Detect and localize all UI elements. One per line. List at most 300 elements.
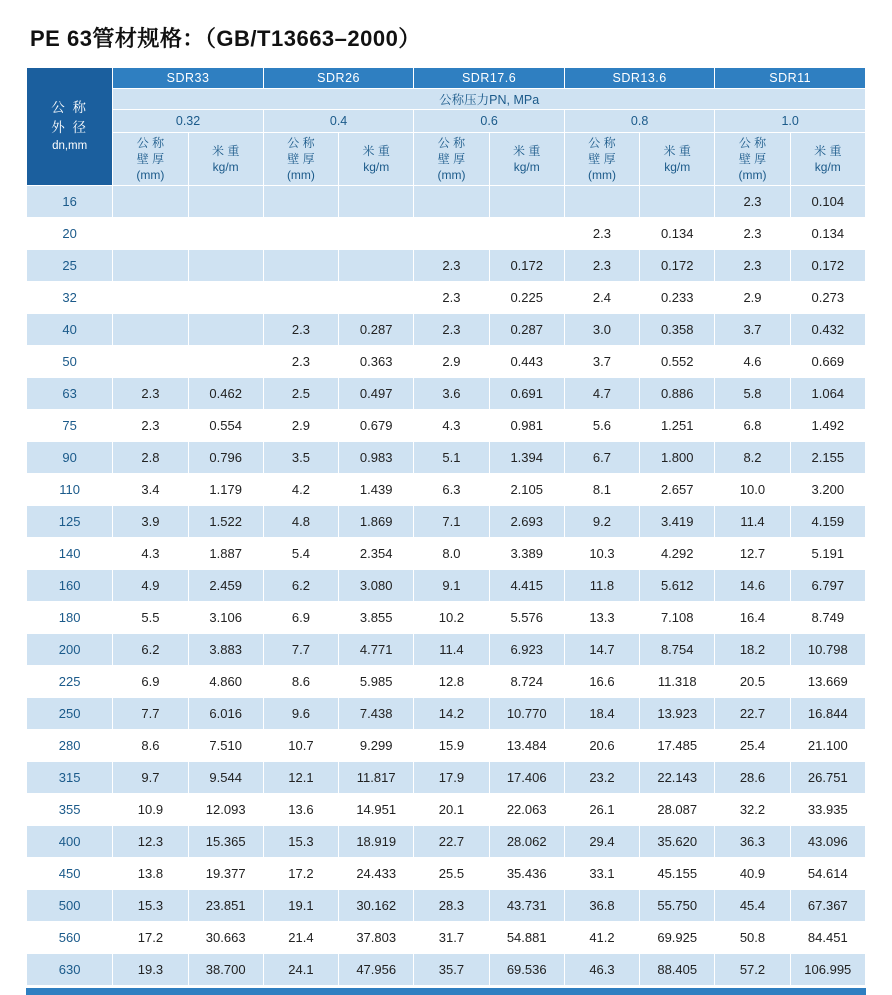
wall-l2: 壁 厚 xyxy=(738,151,767,166)
cell-weight-2: 3.389 xyxy=(489,538,564,570)
table-row xyxy=(27,634,866,666)
wall-l3: (mm) xyxy=(437,168,466,183)
cell-weight-0: 23.851 xyxy=(188,890,263,922)
cell-weight-0: 3.106 xyxy=(188,602,263,634)
cell-wall-3: 13.3 xyxy=(564,602,639,634)
bottom-rule xyxy=(26,988,866,995)
cell-weight-4: 1.492 xyxy=(790,410,865,442)
cell-wall-3: 2.3 xyxy=(564,218,639,250)
table-row xyxy=(27,602,866,634)
cell-wall-0 xyxy=(113,218,188,250)
cell-wall-1: 17.2 xyxy=(263,858,338,890)
cell-dn: 90 xyxy=(27,442,113,474)
cell-weight-3: 0.172 xyxy=(640,250,715,282)
header-weight-4 xyxy=(790,133,865,186)
cell-weight-1: 2.354 xyxy=(339,538,414,570)
cell-weight-1: 9.299 xyxy=(339,730,414,762)
cell-weight-2: 28.062 xyxy=(489,826,564,858)
cell-wall-0: 13.8 xyxy=(113,858,188,890)
cell-weight-1: 47.956 xyxy=(339,954,414,986)
cell-wall-0 xyxy=(113,314,188,346)
header-wall-4 xyxy=(715,133,790,186)
cell-weight-4: 0.669 xyxy=(790,346,865,378)
header-row-subcolumns xyxy=(27,133,866,186)
cell-weight-4: 2.155 xyxy=(790,442,865,474)
cell-weight-3: 22.143 xyxy=(640,762,715,794)
cell-weight-2: 0.172 xyxy=(489,250,564,282)
cell-wall-3: 46.3 xyxy=(564,954,639,986)
cell-weight-0: 2.459 xyxy=(188,570,263,602)
table-row xyxy=(27,346,866,378)
cell-wall-2: 17.9 xyxy=(414,762,489,794)
weight-l2: kg/m xyxy=(814,160,841,174)
cell-wall-0: 6.2 xyxy=(113,634,188,666)
header-pn-3: 0.8 xyxy=(564,110,715,133)
cell-wall-1: 5.4 xyxy=(263,538,338,570)
cell-dn: 75 xyxy=(27,410,113,442)
cell-wall-4: 22.7 xyxy=(715,698,790,730)
cell-wall-1 xyxy=(263,186,338,218)
header-sdr-4: SDR11 xyxy=(715,68,866,89)
weight-l2: kg/m xyxy=(664,160,691,174)
cell-weight-2: 10.770 xyxy=(489,698,564,730)
cell-weight-3: 28.087 xyxy=(640,794,715,826)
cell-wall-1: 2.9 xyxy=(263,410,338,442)
wall-l1: 公 称 xyxy=(437,135,466,150)
cell-wall-1: 2.5 xyxy=(263,378,338,410)
cell-wall-1: 24.1 xyxy=(263,954,338,986)
header-row-sdr xyxy=(27,68,866,89)
cell-wall-1 xyxy=(263,282,338,314)
wall-l3: (mm) xyxy=(136,168,165,183)
cell-wall-2: 14.2 xyxy=(414,698,489,730)
cell-weight-4: 16.844 xyxy=(790,698,865,730)
cell-weight-4: 5.191 xyxy=(790,538,865,570)
cell-dn: 32 xyxy=(27,282,113,314)
header-wall-0 xyxy=(113,133,188,186)
cell-wall-0: 9.7 xyxy=(113,762,188,794)
cell-wall-2: 2.3 xyxy=(414,250,489,282)
cell-weight-2: 13.484 xyxy=(489,730,564,762)
cell-weight-3: 0.233 xyxy=(640,282,715,314)
cell-wall-2: 2.3 xyxy=(414,314,489,346)
cell-wall-2: 8.0 xyxy=(414,538,489,570)
cell-dn: 63 xyxy=(27,378,113,410)
cell-wall-1: 12.1 xyxy=(263,762,338,794)
cell-wall-1: 13.6 xyxy=(263,794,338,826)
wall-l1: 公 称 xyxy=(287,135,315,150)
cell-wall-0: 12.3 xyxy=(113,826,188,858)
cell-weight-0: 12.093 xyxy=(188,794,263,826)
cell-wall-2: 11.4 xyxy=(414,634,489,666)
cell-weight-1: 1.439 xyxy=(339,474,414,506)
cell-weight-3: 8.754 xyxy=(640,634,715,666)
cell-weight-2 xyxy=(489,218,564,250)
cell-weight-1: 4.771 xyxy=(339,634,414,666)
header-wall-1 xyxy=(263,133,338,186)
cell-weight-1: 0.287 xyxy=(339,314,414,346)
table-row xyxy=(27,474,866,506)
header-row-pressure-label xyxy=(27,89,866,110)
cell-weight-2: 54.881 xyxy=(489,922,564,954)
cell-weight-2: 0.981 xyxy=(489,410,564,442)
cell-weight-1: 24.433 xyxy=(339,858,414,890)
cell-wall-0: 4.9 xyxy=(113,570,188,602)
weight-l1: 米 重 xyxy=(362,143,390,158)
cell-weight-0: 1.522 xyxy=(188,506,263,538)
cell-wall-3: 16.6 xyxy=(564,666,639,698)
cell-weight-1: 0.363 xyxy=(339,346,414,378)
cell-dn: 315 xyxy=(27,762,113,794)
weight-l1: 米 重 xyxy=(513,143,541,158)
cell-dn: 160 xyxy=(27,570,113,602)
cell-wall-0 xyxy=(113,250,188,282)
table-row xyxy=(27,250,866,282)
cell-wall-3: 6.7 xyxy=(564,442,639,474)
table-row xyxy=(27,922,866,954)
cell-weight-4: 1.064 xyxy=(790,378,865,410)
table-row xyxy=(27,826,866,858)
cell-wall-0 xyxy=(113,346,188,378)
cell-weight-4: 0.134 xyxy=(790,218,865,250)
cell-wall-3: 10.3 xyxy=(564,538,639,570)
header-sdr-3: SDR13.6 xyxy=(564,68,715,89)
cell-weight-4: 0.104 xyxy=(790,186,865,218)
corner-line1: 公 称 xyxy=(51,99,89,115)
cell-weight-0: 1.887 xyxy=(188,538,263,570)
cell-wall-3: 11.8 xyxy=(564,570,639,602)
cell-wall-2: 3.6 xyxy=(414,378,489,410)
cell-weight-0: 0.554 xyxy=(188,410,263,442)
cell-weight-0: 6.016 xyxy=(188,698,263,730)
cell-wall-3: 23.2 xyxy=(564,762,639,794)
cell-dn: 280 xyxy=(27,730,113,762)
cell-wall-4: 14.6 xyxy=(715,570,790,602)
cell-weight-2: 2.105 xyxy=(489,474,564,506)
cell-weight-3: 1.800 xyxy=(640,442,715,474)
cell-weight-2 xyxy=(489,186,564,218)
cell-dn: 400 xyxy=(27,826,113,858)
cell-dn: 450 xyxy=(27,858,113,890)
cell-weight-2: 17.406 xyxy=(489,762,564,794)
cell-wall-0: 10.9 xyxy=(113,794,188,826)
header-sdr-2: SDR17.6 xyxy=(414,68,565,89)
cell-wall-1: 10.7 xyxy=(263,730,338,762)
cell-wall-1: 3.5 xyxy=(263,442,338,474)
cell-weight-3: 17.485 xyxy=(640,730,715,762)
cell-wall-4: 57.2 xyxy=(715,954,790,986)
cell-weight-1: 0.983 xyxy=(339,442,414,474)
cell-wall-2: 9.1 xyxy=(414,570,489,602)
table-row xyxy=(27,186,866,218)
cell-dn: 225 xyxy=(27,666,113,698)
cell-wall-4: 3.7 xyxy=(715,314,790,346)
cell-wall-0: 2.3 xyxy=(113,378,188,410)
cell-wall-1: 8.6 xyxy=(263,666,338,698)
cell-dn: 50 xyxy=(27,346,113,378)
cell-dn: 560 xyxy=(27,922,113,954)
cell-weight-3: 2.657 xyxy=(640,474,715,506)
cell-wall-4: 10.0 xyxy=(715,474,790,506)
table-row xyxy=(27,410,866,442)
cell-weight-0: 4.860 xyxy=(188,666,263,698)
cell-wall-3: 18.4 xyxy=(564,698,639,730)
cell-wall-0: 3.9 xyxy=(113,506,188,538)
cell-dn: 500 xyxy=(27,890,113,922)
cell-weight-2: 8.724 xyxy=(489,666,564,698)
cell-weight-3: 0.358 xyxy=(640,314,715,346)
cell-weight-2: 0.287 xyxy=(489,314,564,346)
wall-l1: 公 称 xyxy=(136,135,165,150)
cell-weight-2: 6.923 xyxy=(489,634,564,666)
cell-weight-2: 5.576 xyxy=(489,602,564,634)
cell-weight-0: 38.700 xyxy=(188,954,263,986)
cell-wall-3: 33.1 xyxy=(564,858,639,890)
cell-weight-3: 7.108 xyxy=(640,602,715,634)
cell-dn: 25 xyxy=(27,250,113,282)
cell-dn: 110 xyxy=(27,474,113,506)
cell-wall-0 xyxy=(113,282,188,314)
corner-line2: 外 径 xyxy=(51,119,89,135)
cell-wall-2: 20.1 xyxy=(414,794,489,826)
weight-l1: 米 重 xyxy=(212,143,240,158)
cell-weight-4: 21.100 xyxy=(790,730,865,762)
cell-wall-4: 2.3 xyxy=(715,250,790,282)
cell-weight-0 xyxy=(188,250,263,282)
table-row xyxy=(27,794,866,826)
wall-l2: 壁 厚 xyxy=(136,151,165,166)
header-wall-3 xyxy=(564,133,639,186)
cell-weight-1: 7.438 xyxy=(339,698,414,730)
cell-wall-2: 10.2 xyxy=(414,602,489,634)
cell-weight-3: 0.886 xyxy=(640,378,715,410)
cell-wall-3: 5.6 xyxy=(564,410,639,442)
cell-weight-1: 0.497 xyxy=(339,378,414,410)
header-pn-2: 0.6 xyxy=(414,110,565,133)
cell-weight-0: 1.179 xyxy=(188,474,263,506)
cell-weight-1 xyxy=(339,250,414,282)
cell-weight-1: 3.080 xyxy=(339,570,414,602)
cell-wall-1: 2.3 xyxy=(263,346,338,378)
cell-wall-2 xyxy=(414,218,489,250)
cell-weight-2: 69.536 xyxy=(489,954,564,986)
cell-wall-0: 15.3 xyxy=(113,890,188,922)
cell-dn: 630 xyxy=(27,954,113,986)
cell-weight-3: 13.923 xyxy=(640,698,715,730)
wall-l3: (mm) xyxy=(587,168,616,183)
cell-weight-3: 1.251 xyxy=(640,410,715,442)
cell-wall-2: 31.7 xyxy=(414,922,489,954)
cell-wall-4: 40.9 xyxy=(715,858,790,890)
cell-wall-1: 2.3 xyxy=(263,314,338,346)
header-pressure-label: 公称压力PN, MPa xyxy=(113,89,866,110)
cell-wall-0: 3.4 xyxy=(113,474,188,506)
cell-weight-4: 43.096 xyxy=(790,826,865,858)
cell-wall-0: 4.3 xyxy=(113,538,188,570)
header-row-pressure-values xyxy=(27,110,866,133)
cell-weight-4: 3.200 xyxy=(790,474,865,506)
cell-weight-3: 45.155 xyxy=(640,858,715,890)
cell-wall-3: 2.3 xyxy=(564,250,639,282)
cell-weight-1 xyxy=(339,186,414,218)
cell-dn: 180 xyxy=(27,602,113,634)
table-row xyxy=(27,762,866,794)
table-row xyxy=(27,218,866,250)
cell-weight-1: 11.817 xyxy=(339,762,414,794)
weight-l2: kg/m xyxy=(363,160,390,174)
table-header xyxy=(27,68,866,186)
cell-weight-0: 9.544 xyxy=(188,762,263,794)
cell-weight-4: 33.935 xyxy=(790,794,865,826)
cell-weight-2: 22.063 xyxy=(489,794,564,826)
cell-dn: 125 xyxy=(27,506,113,538)
header-weight-2 xyxy=(489,133,564,186)
cell-wall-4: 2.3 xyxy=(715,186,790,218)
cell-wall-2: 15.9 xyxy=(414,730,489,762)
wall-l2: 壁 厚 xyxy=(588,151,616,166)
cell-wall-4: 6.8 xyxy=(715,410,790,442)
header-sdr-1: SDR26 xyxy=(263,68,414,89)
cell-wall-1: 4.2 xyxy=(263,474,338,506)
table-row xyxy=(27,954,866,986)
cell-wall-0: 8.6 xyxy=(113,730,188,762)
table-row xyxy=(27,730,866,762)
cell-weight-2: 43.731 xyxy=(489,890,564,922)
cell-wall-4: 25.4 xyxy=(715,730,790,762)
cell-wall-1: 9.6 xyxy=(263,698,338,730)
cell-weight-1: 18.919 xyxy=(339,826,414,858)
table-row xyxy=(27,890,866,922)
table-body xyxy=(27,186,866,986)
cell-wall-2: 35.7 xyxy=(414,954,489,986)
header-pn-0: 0.32 xyxy=(113,110,264,133)
cell-wall-2: 4.3 xyxy=(414,410,489,442)
cell-wall-3 xyxy=(564,186,639,218)
cell-weight-4: 13.669 xyxy=(790,666,865,698)
cell-weight-1: 3.855 xyxy=(339,602,414,634)
cell-weight-1: 0.679 xyxy=(339,410,414,442)
table-row xyxy=(27,570,866,602)
cell-wall-3: 14.7 xyxy=(564,634,639,666)
header-corner-dn xyxy=(27,68,113,186)
cell-wall-2: 2.3 xyxy=(414,282,489,314)
cell-weight-0: 3.883 xyxy=(188,634,263,666)
cell-weight-0: 15.365 xyxy=(188,826,263,858)
header-pn-4: 1.0 xyxy=(715,110,866,133)
cell-weight-2: 0.691 xyxy=(489,378,564,410)
cell-weight-3: 11.318 xyxy=(640,666,715,698)
wall-l3: (mm) xyxy=(738,168,767,183)
cell-wall-0 xyxy=(113,186,188,218)
cell-weight-4: 0.172 xyxy=(790,250,865,282)
cell-weight-4: 54.614 xyxy=(790,858,865,890)
cell-wall-2: 28.3 xyxy=(414,890,489,922)
cell-weight-4: 10.798 xyxy=(790,634,865,666)
cell-weight-2: 35.436 xyxy=(489,858,564,890)
table-row xyxy=(27,538,866,570)
cell-wall-4: 2.3 xyxy=(715,218,790,250)
table-row xyxy=(27,442,866,474)
cell-weight-0: 30.663 xyxy=(188,922,263,954)
cell-dn: 16 xyxy=(27,186,113,218)
cell-weight-4: 26.751 xyxy=(790,762,865,794)
cell-wall-1: 19.1 xyxy=(263,890,338,922)
cell-wall-4: 12.7 xyxy=(715,538,790,570)
cell-weight-0 xyxy=(188,282,263,314)
wall-l3: (mm) xyxy=(286,168,315,183)
cell-wall-4: 28.6 xyxy=(715,762,790,794)
cell-wall-3: 29.4 xyxy=(564,826,639,858)
cell-wall-1: 15.3 xyxy=(263,826,338,858)
cell-wall-0: 5.5 xyxy=(113,602,188,634)
cell-wall-1: 6.2 xyxy=(263,570,338,602)
header-sdr-0: SDR33 xyxy=(113,68,264,89)
cell-weight-1 xyxy=(339,282,414,314)
cell-weight-3: 35.620 xyxy=(640,826,715,858)
weight-l2: kg/m xyxy=(513,160,540,174)
cell-wall-4: 45.4 xyxy=(715,890,790,922)
cell-wall-3: 41.2 xyxy=(564,922,639,954)
cell-weight-4: 6.797 xyxy=(790,570,865,602)
wall-l2: 壁 厚 xyxy=(437,151,466,166)
header-weight-0 xyxy=(188,133,263,186)
cell-weight-1 xyxy=(339,218,414,250)
cell-weight-4: 0.273 xyxy=(790,282,865,314)
table-row xyxy=(27,858,866,890)
cell-dn: 140 xyxy=(27,538,113,570)
cell-wall-2: 22.7 xyxy=(414,826,489,858)
table-row xyxy=(27,378,866,410)
cell-wall-2: 25.5 xyxy=(414,858,489,890)
cell-wall-0: 2.3 xyxy=(113,410,188,442)
cell-weight-0: 0.796 xyxy=(188,442,263,474)
cell-wall-4: 50.8 xyxy=(715,922,790,954)
cell-dn: 250 xyxy=(27,698,113,730)
wall-l1: 公 称 xyxy=(588,135,616,150)
cell-weight-3: 0.552 xyxy=(640,346,715,378)
cell-weight-4: 106.995 xyxy=(790,954,865,986)
cell-weight-2: 0.443 xyxy=(489,346,564,378)
table-row xyxy=(27,698,866,730)
cell-wall-1 xyxy=(263,218,338,250)
cell-weight-0: 19.377 xyxy=(188,858,263,890)
cell-wall-4: 16.4 xyxy=(715,602,790,634)
corner-line3: dn,mm xyxy=(52,140,88,153)
cell-weight-3: 5.612 xyxy=(640,570,715,602)
cell-wall-3: 20.6 xyxy=(564,730,639,762)
cell-wall-3: 3.0 xyxy=(564,314,639,346)
cell-weight-3: 4.292 xyxy=(640,538,715,570)
cell-wall-2 xyxy=(414,186,489,218)
cell-weight-2: 1.394 xyxy=(489,442,564,474)
cell-weight-1: 5.985 xyxy=(339,666,414,698)
cell-wall-3: 9.2 xyxy=(564,506,639,538)
cell-wall-2: 12.8 xyxy=(414,666,489,698)
cell-weight-2: 4.415 xyxy=(489,570,564,602)
cell-wall-3: 36.8 xyxy=(564,890,639,922)
cell-weight-0: 7.510 xyxy=(188,730,263,762)
cell-wall-3: 3.7 xyxy=(564,346,639,378)
cell-wall-4: 36.3 xyxy=(715,826,790,858)
cell-weight-3: 69.925 xyxy=(640,922,715,954)
wall-l1: 公 称 xyxy=(738,135,767,150)
header-pn-1: 0.4 xyxy=(263,110,414,133)
cell-wall-1: 6.9 xyxy=(263,602,338,634)
cell-weight-1: 1.869 xyxy=(339,506,414,538)
cell-weight-3: 55.750 xyxy=(640,890,715,922)
cell-wall-3: 8.1 xyxy=(564,474,639,506)
cell-wall-0: 17.2 xyxy=(113,922,188,954)
